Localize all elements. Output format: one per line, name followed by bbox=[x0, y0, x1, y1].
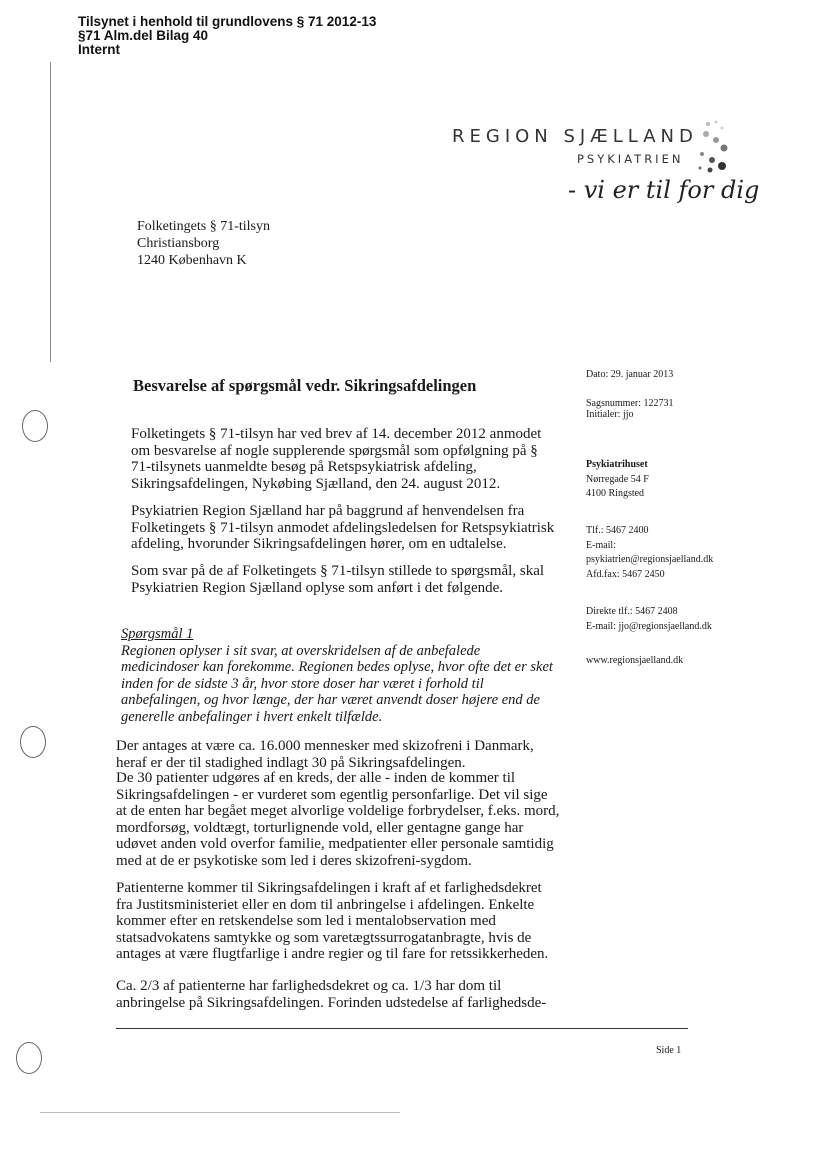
sidebar-city: 4100 Ringsted bbox=[586, 488, 645, 499]
sidebar-address bbox=[586, 458, 649, 502]
recipient-line-1: Folketingets § 71-tilsyn bbox=[137, 219, 270, 234]
logo-region-name: REGION SJÆLLAND bbox=[452, 126, 698, 147]
recipient-address bbox=[137, 218, 270, 269]
page-number: Side 1 bbox=[656, 1045, 682, 1056]
paragraph-5: De 30 patienter udgøres af en kreds, der alle - inden de kommer til Sikringsafdelingen - er vurderet som egentlig personfarlige. Det vil sige at de enten har begået meget alvorlige voldelige forbrydelser, f.eks. mord, mordforsøg, voldtægt, torturlignende vold, eller gentagne gange har udøvet anden vold overfor familie, medpatienter eller personale samtidig med at de er psykotiske som led i deres skizofreni-sygdom. bbox=[116, 770, 560, 869]
recipient-line-3: 1240 København K bbox=[137, 253, 247, 268]
paragraph-6: Patienterne kommer til Sikringsafdelingen i kraft af et farlighedsdekret fra Justitsministeriet eller en dom til anbringelse i afdelingen. Enkelte kommer efter en retskendelse som led i mentalobservation med statsadvokatens samtykke og som varetægtssurrogatanbragte, hvis de antages at være flugtfarlige i andre regier og til fare for retssikkerheden. bbox=[116, 880, 549, 962]
paragraph-2: Psykiatrien Region Sjælland har på baggrund af henvendelsen fra Folketingets § 71-tilsyn anmodet afdelingsledelsen for Retspsykiatrisk afdeling, hvorunder Sikringsafdelingen hører, om en udtalelse. bbox=[131, 503, 555, 552]
sidebar-case-info bbox=[586, 397, 674, 422]
punch-hole-middle bbox=[20, 726, 46, 758]
paragraph-3: Som svar på de af Folketingets § 71-tilsyn stillede to spørgsmål, skal Psykiatrien Region Sjælland oplyse som anført i det følgende. bbox=[131, 563, 545, 596]
letter-heading: Besvarelse af spørgsmål vedr. Sikringsafdelingen bbox=[133, 376, 477, 395]
sidebar-phone: Tlf.: 5467 2400 bbox=[586, 525, 649, 536]
sidebar-fax: Afd.fax: 5467 2450 bbox=[586, 568, 665, 580]
logo-subtitle: PSYKIATRIEN bbox=[577, 152, 684, 166]
punch-hole-top bbox=[22, 410, 48, 442]
paragraph-4: Der antages at være ca. 16.000 mennesker med skizofreni i Danmark, heraf er der til stadighed indlagt 30 på Sikringsafdelingen. bbox=[116, 738, 534, 771]
sidebar-direct-email[interactable]: E-mail: jjo@regionsjaelland.dk bbox=[586, 620, 712, 632]
sidebar-email[interactable]: psykiatrien@regionsjaelland.dk bbox=[586, 554, 714, 565]
sidebar-website[interactable]: www.regionsjaelland.dk bbox=[586, 655, 684, 666]
sidebar-email-label: E-mail: bbox=[586, 539, 616, 551]
sidebar-date: Dato: 29. januar 2013 bbox=[586, 369, 674, 380]
sidebar-direct-contact bbox=[586, 605, 712, 634]
paragraph-7: Ca. 2/3 af patienterne har farlighedsdekret og ca. 1/3 har dom til anbringelse på Sikringsafdelingen. Forinden udstedelse af farlighedsde- bbox=[116, 978, 547, 1011]
paragraph-1: Folketingets § 71-tilsyn har ved brev af 14. december 2012 anmodet om besvarelse af nogle supplerende spørgsmål som opfølgning på § 71-tilsynets uanmeldte besøg på Retspsykiatrisk afdeling, Sikringsafdelingen, Nykøbing Sjælland, den 24. august 2012. bbox=[131, 426, 542, 492]
sidebar-case-number: Sagsnummer: 122731 bbox=[586, 398, 674, 409]
scan-bottom-line bbox=[40, 1112, 400, 1113]
punch-hole-bottom bbox=[16, 1042, 42, 1074]
stamp-line-3: Internt bbox=[78, 42, 120, 57]
sidebar-initials: Initialer: jjo bbox=[586, 408, 634, 420]
sidebar-street: Nørregade 54 F bbox=[586, 473, 649, 485]
sidebar-direct-phone: Direkte tlf.: 5467 2408 bbox=[586, 606, 678, 617]
stamp-line-1: Tilsynet i henhold til grundlovens § 71 2012-13 bbox=[78, 14, 377, 29]
question-1-text: Regionen oplyser i sit svar, at overskridelsen af de anbefalede medicindoser kan forekomme. Regionen bedes oplyse, hvor ofte det er sket inden for de sidste 3 år, hvor store doser har været i forhold til anbefalingen, og hvor længe, der har været anvendt doser højere end de generelle anbefalinger i hvert enkelt tilfælde. bbox=[121, 642, 553, 725]
question-1-block bbox=[121, 626, 561, 725]
logo-dots-icon bbox=[694, 118, 734, 178]
footer-divider bbox=[116, 1028, 688, 1029]
stamp-line-2: §71 Alm.del Bilag 40 bbox=[78, 28, 209, 43]
logo-slogan: - vi er til for dig bbox=[568, 176, 760, 204]
question-1-title: Spørgsmål 1 bbox=[121, 626, 194, 642]
sidebar-contact bbox=[586, 524, 713, 582]
recipient-line-2: Christiansborg bbox=[137, 236, 220, 251]
scan-margin-line bbox=[50, 62, 51, 362]
sidebar-org: Psykiatrihuset bbox=[586, 459, 648, 470]
archive-stamp bbox=[78, 15, 376, 57]
